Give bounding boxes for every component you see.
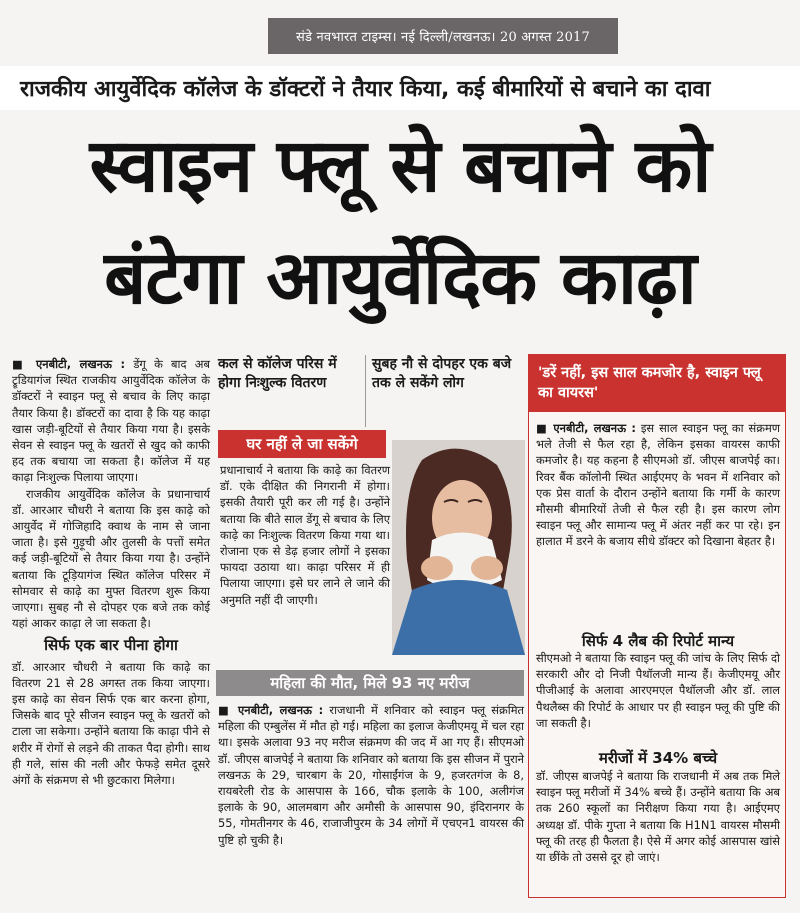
death-story-byline: ■ एनबीटी, लखनऊ : <box>218 703 324 717</box>
middle-red-tab: घर नहीं ले जा सकेंगे <box>218 430 386 458</box>
main-headline-line1: स्वाइन फ्लू से बचाने को <box>89 123 711 209</box>
right-subhead-children: मरीजों में 34% बच्चे <box>598 749 718 767</box>
right-paragraph-3: डॉ. जीएस बाजपेई ने बताया कि राजधानी में अब तक मिले स्वाइन फ्लू मरीजों में 34% बच्चे हैं। उन्होंने बताया कि अब तक 260 स्कूलों का निरीक्षण किया गया है। आईएमए अध्यक्ष डॉ. पीके गुप्ता ने बताया कि H1N1 वायरस मौसमी फ्लू की तरह ही फैलता है। ऐसे में अगर कोई आसपास खांसे या छींके तो उससे दूर हो जाएं। <box>536 769 780 865</box>
left-paragraph-1: ■ एनबीटी, लखनऊ : डेंगू के बाद अब ट्रूडियागंज स्थित राजकीय आयुर्वेदिक कॉलेज के डॉक्टरों ने स्वाइन फ्लू से बचाव के लिए काढ़ा तैयार किया है। डॉक्टरों का दावा है कि यह काढ़ा खास जड़ी-बूटियों से तैयार किया गया है। इसके सेवन से स्वाइन फ्लू के खतरों से खुद को काफी हद तक बचाया जा सकता है। कॉलेज में यह काढ़ा निःशुल्क पिलाया जाएगा। <box>12 357 211 485</box>
kicker-headline: राजकीय आयुर्वेदिक कॉलेज के डॉक्टरों ने तैयार किया, कई बीमारियों से बचाने का दावा <box>0 66 800 110</box>
right-paragraph-2: सीएमओ ने बताया कि स्वाइन फ्लू की जांच के लिए सिर्फ दो सरकारी और दो निजी पैथॉलजी मान्य हैं। केजीएमयू और पीजीआई के अलावा आरएमएल पैथॉलजी और डॉ. लाल पैथलैब्स की रिपोर्ट के आधार पर ही स्वाइन फ्लू की पुष्टि की जा सकती है। <box>536 651 780 730</box>
left-paragraph-2: राजकीय आयुर्वेदिक कॉलेज के प्रधानाचार्य डॉ. आरआर चौधरी ने बताया कि इस काढ़े को आयुर्वेद में गोजिहादि क्वाथ के नाम से जाना जाता है। इसे गुड़ूची और तुलसी के पत्तों समेत कई जड़ी-बूटियों से तैयार किया गया है। उन्होंने बताया कि टूड़ियागंज स्थित कॉलेज परिसर में सोमवार से काढ़े का मुफ्त वितरण शुरू किया जाएगा। सुबह नौ से दोपहर एक बजे तक कोई यहां आकर काढ़ा ले जा सकता है। <box>12 486 210 631</box>
left-column <box>12 356 210 896</box>
death-story-text: ■ एनबीटी, लखनऊ : राजधानी में शनिवार को स्वाइन फ्लू संक्रमित महिला की एम्बुलेंस में मौत हो गई। महिला का इलाज केजीएमयू में चल रहा था। इसके अलावा 93 नए मरीज संक्रमण की जद में आ गए हैं। सीएमओ डॉ. जीएस बाजपेई ने बताया कि शनिवार को बताया कि इस सीजन में पुराने लखनऊ के 29, चारबाग के 20, गोसाईंगंज के 9, हजरतगंज के 8, रायबरेली रोड के आसपास के 166, चौक इलाके के 100, अलीगंज इलाके के 90, आलमबाग और अमौसी के आसपास 90, इंदिरानगर के 55, गोमतीनगर के 46, राजाजीपुरम के 34 लोगों में एचएन1 वायरस की पुष्टि हो चुकी है। <box>218 703 525 847</box>
middle-column-text: प्रधानाचार्य ने बताया कि काढ़े का वितरण डॉ. एके दीक्षित की निगरानी में होगा। इसकी तैयारी पूरी कर ली गई है। उन्होंने बताया कि बीते साल डेंगू से बचाव के लिए काढ़े का निःशुल्क वितरण किया गया था। रोजाना एक से डेढ़ हजार लोगों ने इसका फायदा उठाया था। काढ़ा परिसर में ही पिलाया जाएगा। इसे घर लाने ले जाने की अनुमति नहीं दी जाएगी। <box>220 463 390 607</box>
dateline: संडे नवभारत टाइम्स। नई दिल्ली/लखनऊ। 20 अगस्त 2017 <box>268 18 618 54</box>
right-subhead-labs: सिर्फ 4 लैब की रिपोर्ट मान्य <box>581 632 735 650</box>
highlight-box-timing: सुबह नौ से दोपहर एक बजे तक ले सकेंगे लोग <box>372 356 512 391</box>
death-story-bar: महिला की मौत, मिले 93 नए मरीज <box>216 670 524 696</box>
left-paragraph-3: डॉ. आरआर चौधरी ने बताया कि काढ़े का वितरण 21 से 28 अगस्त तक किया जाएगा। इस काढ़े का सेवन सिर्फ एक बार करना होगा, जिसके बाद पूरे सीजन स्वाइन फ्लू के खतरों को टाला जा सकेगा। उन्होंने बताया कि काढ़ा पीने से शरीर में रोगों से लड़ने की ताकत पैदा होगी। साथ ही गले, सांस की नली और फेफड़े समेत दूसरे अंगों के संक्रमण से भी छुटकारा मिलेगा। <box>12 659 210 788</box>
byline: ■ एनबीटी, लखनऊ : <box>12 357 126 371</box>
right-red-tab: 'डरें नहीं, इस साल कमजोर है, स्वाइन फ्लू का वायरस' <box>528 354 786 412</box>
highlight-box-distribution: कल से कॉलेज परिस में होगा निःशुल्क वितरण <box>218 355 366 427</box>
right-byline: ■ एनबीटी, लखनऊ : <box>536 421 636 435</box>
main-headline-line2: बंटेगा आयुर्वेदिक काढ़ा <box>104 235 696 321</box>
woman-sneezing-illustration <box>392 440 525 655</box>
right-paragraph-1: ■ एनबीटी, लखनऊ : इस साल स्वाइन फ्लू का संक्रमण भले तेजी से फैल रहा है, लेकिन इसका वायरस काफी कमजोर है। यह कहना है सीएमओ डॉ. जीएस बाजपेई का। रिवर बैंक कॉलोनी स्थित आईएमए के भवन में शनिवार को एक प्रेस वार्ता के दौरान उन्होंने बताया कि गर्मी के कारण मौसमी बीमारियों तेजी से फैल रही है। इस कारण लोग स्वाइन फ्लू और सामान्य फ्लू में अंतर नहीं कर पा रहे। इन हालात में डरने के बजाय सीधे डॉक्टर को दिखाना बेहतर है। <box>536 421 780 549</box>
left-subhead: सिर्फ एक बार पीना होगा <box>44 636 178 655</box>
sick-woman-photo <box>392 440 525 655</box>
